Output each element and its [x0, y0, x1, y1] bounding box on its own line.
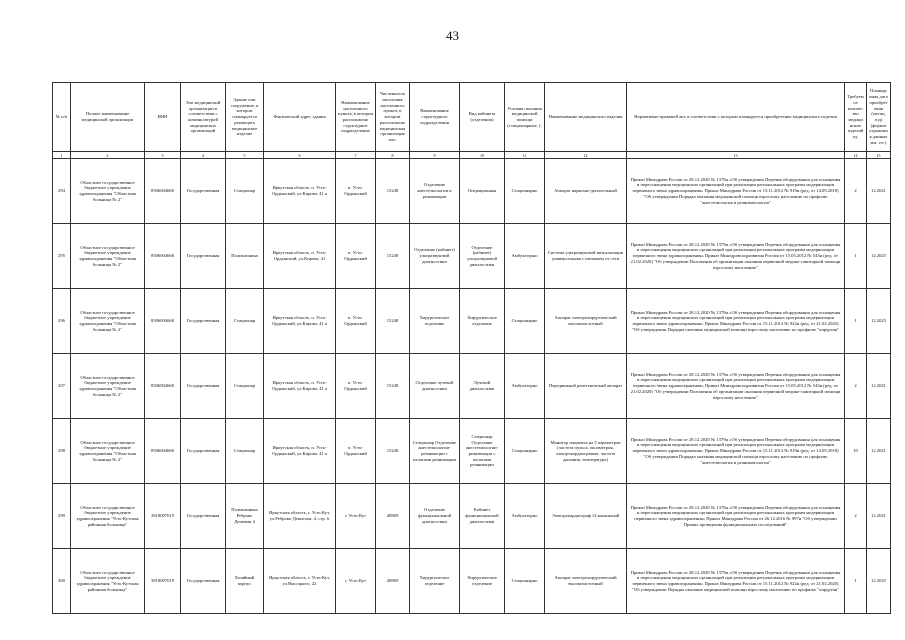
device-name: Монитор пациента на 5 параметров (частота пульса, оксиметрия, электрокардиограмма, частота дыхания, температура) [545, 419, 627, 484]
column-number: 6 [264, 152, 336, 159]
header-cell: Требуемое количество медицинских изделий ед. [845, 83, 867, 152]
locality: п. Усть-Ордынский [336, 354, 376, 419]
address: Иркутская область, п. Усть-Ордынский, ул.Кирова, 41 [264, 224, 336, 289]
building: Стационар [226, 354, 264, 419]
purchase-date: 12.2025 [867, 549, 891, 614]
page-number: 43 [446, 28, 459, 43]
row-number: 299 [53, 484, 71, 549]
header-cell: № п/п [53, 83, 71, 152]
column-number: 13 [627, 152, 845, 159]
device-name: Передвижной рентгеновский аппарат [545, 354, 627, 419]
unit-name: Отделение анестезиологии и реанимации [410, 159, 460, 224]
normative-act: Приказ Минздрава России от 28.12.2020 № 1379н «Об утверждении Перечня оборудования для оснащения и переоснащения медицинских организаций при реализации региональных программ модернизации первичного звена здравоохранения» Приказ Минздрава России от 15.11.2012 № 919н (ред. от 14.09.2018) "Об утверждении Порядка оказания медицинской помощи взрослому населению по профилю "анестезиология и реаниматология" [627, 419, 845, 484]
table-row [53, 484, 891, 549]
header-cell: Условия оказания медицинской помощи (стационарные, ). [505, 83, 545, 152]
population: 40869 [376, 549, 410, 614]
table-row [53, 289, 891, 354]
inn: 8506004660 [145, 224, 181, 289]
column-number: 9 [410, 152, 460, 159]
header-cell: Численность населения населенного пункта, в котором расположено медицинская организация тыс. [376, 83, 410, 152]
row-number: 296 [53, 289, 71, 354]
device-name: Аппарат электрохирургический высокочастотный [545, 289, 627, 354]
header-cell: Фактический адрес здания [264, 83, 336, 152]
column-number: 12 [545, 152, 627, 159]
header-cell: Наименование населенного пункта, в котором расположено структурное подразделение [336, 83, 376, 152]
locality: п. Усть-Ордынский [336, 159, 376, 224]
row-number: 297 [53, 354, 71, 419]
quantity: 2 [845, 354, 867, 419]
header-cell: Полное наименование медицинской организации [71, 83, 145, 152]
column-number: 8 [376, 152, 410, 159]
purchase-date: 12.2021 [867, 159, 891, 224]
care-conditions: Стационарно [505, 419, 545, 484]
quantity: 10 [845, 419, 867, 484]
column-number: 14 [845, 152, 867, 159]
equipment-table [52, 82, 891, 614]
inn: 8506004660 [145, 354, 181, 419]
header-row [53, 83, 891, 152]
normative-act: Приказ Минздрава России от 28.12.2020 № 1379н «Об утверждении Перечня оборудования для оснащения и переоснащения медицинских организаций при реализации региональных программ модернизации первичного звена здравоохранения» Приказ Минздрава России от 15.11.2012 № 919н (ред. от 14.09.2018) "Об утверждении Порядка оказания медицинской помощи взрослому населению по профилю "анестезиология и реаниматология" [627, 159, 845, 224]
building: Хозяйный корпус [226, 549, 264, 614]
row-number: 300 [53, 549, 71, 614]
cabinet-type: Операционная [460, 159, 505, 224]
row-number: 295 [53, 224, 71, 289]
org-name: Областное государственное бюджетное учреждение здравоохранения "Областная больница № 2" [71, 354, 145, 419]
cabinet-type: Кабинет функциональной диагностики [460, 484, 505, 549]
unit-name: Отделение лучевой диагностики [410, 354, 460, 419]
inn: 8506004660 [145, 289, 181, 354]
care-conditions: Амбулаторно [505, 354, 545, 419]
inn: 8506004660 [145, 159, 181, 224]
org-type: Государственная [181, 549, 226, 614]
header-cell: ИНН [145, 83, 181, 152]
purchase-date: 12.2021 [867, 484, 891, 549]
org-name: Областное государственное бюджетное учреждение здравоохранения "Областная больница № 2" [71, 159, 145, 224]
address: Иркутская область, п. Усть-Ордынский, ул.Кирова, 41 а [264, 354, 336, 419]
locality: п. Усть-Ордынский [336, 419, 376, 484]
org-type: Государственная [181, 289, 226, 354]
org-name: Областное государственное бюджетное учреждение здравоохранения "Областная больница № 2" [71, 224, 145, 289]
quantity: 2 [845, 159, 867, 224]
org-type: Государственная [181, 484, 226, 549]
inn: 3818007019 [145, 484, 181, 549]
header-cell: Наименование медицинского изделия [545, 83, 627, 152]
population: 15248 [376, 354, 410, 419]
population: 15248 [376, 419, 410, 484]
building: Стационар [226, 289, 264, 354]
org-type: Государственная [181, 224, 226, 289]
address: Иркутская область, п. Усть-Ордынский, ул.Кирова, 41 а [264, 289, 336, 354]
column-number: 15 [867, 152, 891, 159]
device-name: Электрокардиограф 12-канальный [545, 484, 627, 549]
column-number: 5 [226, 152, 264, 159]
header-cell: Вид кабинета (отделения) [460, 83, 505, 152]
purchase-date: 12.2025 [867, 289, 891, 354]
column-number: 2 [71, 152, 145, 159]
cabinet-type: Хирургическое отделение [460, 549, 505, 614]
quantity: 1 [845, 289, 867, 354]
table-row [53, 354, 891, 419]
building: Поликлиника [226, 224, 264, 289]
quantity: 1 [845, 549, 867, 614]
table-row [53, 224, 891, 289]
column-number-row [53, 152, 891, 159]
unit-name: Хирургическое отделение [410, 289, 460, 354]
org-type: Государственная [181, 354, 226, 419]
device-name: Аппарат наркозно-дыхательный [545, 159, 627, 224]
locality: г. Усть-Кут [336, 549, 376, 614]
column-number: 3 [145, 152, 181, 159]
header-cell: Тип медицинской организации в соответствии с номенклатурой медицинских организаций [181, 83, 226, 152]
care-conditions: Стационарно [505, 549, 545, 614]
quantity: 1 [845, 224, 867, 289]
locality: п. Усть-Ордынский [336, 289, 376, 354]
purchase-date: 12.2021 [867, 419, 891, 484]
address: Иркутская область, п. Усть-Ордынский, ул.Кирова, 41 а [264, 159, 336, 224]
column-number: 1 [53, 152, 71, 159]
building: Стационар [226, 159, 264, 224]
row-number: 298 [53, 419, 71, 484]
normative-act: Приказ Минздрава России от 28.12.2020 № 1379н «Об утверждении Перечня оборудования для оснащения и переоснащения медицинских организаций при реализации региональных программ модернизации первичного звена здравоохранения» Приказ Минздравсоцразвития России от 15.05.2012 № 543н (ред. от 21.02.2020) "Об утверждении Положения об организации оказания первичной медико-санитарной помощи взрослому населению" [627, 224, 845, 289]
care-conditions: Амбулаторно [505, 224, 545, 289]
care-conditions: Амбулаторно [505, 484, 545, 549]
population: 15248 [376, 289, 410, 354]
population: 15248 [376, 224, 410, 289]
unit-name: Отделение функциональной диагностики [410, 484, 460, 549]
address: Иркутская область, п. Усть-Ордынский, ул.Кирова, 41 а [264, 419, 336, 484]
column-number: 4 [181, 152, 226, 159]
org-name: Областное государственное бюджетное учреждение здравоохранения "Областная больница № 2" [71, 289, 145, 354]
cabinet-type: Стационар Отделение анестезиологии-реанимации с палатами реанимации [460, 419, 505, 484]
building: Поликлиника Реброво Дешевая 4 [226, 484, 264, 549]
header-cell: Нормативно-правовой акт, в соответствии с которым планируется приобретение медицинского изделия [627, 83, 845, 152]
address: Иркутская область, г. Усть-Кут, ул.Реброво-Денисова, 4, стр. 6 [264, 484, 336, 549]
row-number: 294 [53, 159, 71, 224]
device-name: Аппарат электрохирургический высокочастотный [545, 549, 627, 614]
purchase-date: 12.2025 [867, 224, 891, 289]
column-number: 10 [460, 152, 505, 159]
inn: 3818007019 [145, 549, 181, 614]
locality: п. Усть-Ордынский [336, 224, 376, 289]
address: Иркутская область, г. Усть-Кут, ул.Высоцкого, 22 [264, 549, 336, 614]
care-conditions: Стационарно [505, 159, 545, 224]
header-cell: Здание или сооружение, в котором планируется размещать медицинское изделие [226, 83, 264, 152]
org-name: Областное государственное бюджетное учреждение здравоохранения "Усть-Кутская районная больница" [71, 549, 145, 614]
table-row [53, 159, 891, 224]
org-type: Государственная [181, 419, 226, 484]
org-name: Областное государственное бюджетное учреждение здравоохранения "Усть-Кутская районная больница" [71, 484, 145, 549]
column-number: 7 [336, 152, 376, 159]
building: Стационар [226, 419, 264, 484]
purchase-date: 12.2021 [867, 354, 891, 419]
quantity: 2 [845, 484, 867, 549]
population: 40869 [376, 484, 410, 549]
inn: 8506004660 [145, 419, 181, 484]
org-type: Государственная [181, 159, 226, 224]
unit-name: Отделение (кабинет) ультразвуковой диагностики [410, 224, 460, 289]
column-number: 11 [505, 152, 545, 159]
header-cell: Планируемая дата приобретения (месяц, год) (формат отражения данных мм. ггг.) [867, 83, 891, 152]
population: 15248 [376, 159, 410, 224]
normative-act: Приказ Минздрава России от 28.12.2020 № 1379н «Об утверждении Перечня оборудования для оснащения и переоснащения медицинских организаций при реализации региональных программ модернизации первичного звена здравоохранения» Приказ Минздрава России от 26.12.2016 № 997н "Об утверждении Правил проведения функциональных исследований" [627, 484, 845, 549]
normative-act: Приказ Минздрава России от 28.12.2020 № 1379н «Об утверждении Перечня оборудования для оснащения и переоснащения медицинских организаций при реализации региональных программ модернизации первичного звена здравоохранения» Приказ Минздрава России от 15.11.2012 № 922н (ред. от 21.02.2020) "Об утверждении Порядка оказания медицинской помощи взрослому населению по профилю "хирургия" [627, 289, 845, 354]
locality: г. Усть-Кут [336, 484, 376, 549]
normative-act: Приказ Минздрава России от 28.12.2020 № 1379н «Об утверждении Перечня оборудования для оснащения и переоснащения медицинских организаций при реализации региональных программ модернизации первичного звена здравоохранения» Приказ Минздравсоцразвития России от 15.05.2012 № 543н (ред. от 21.02.2020) "Об утверждении Положения об организации оказания первичной медико-санитарной помощи взрослому населению" [627, 354, 845, 419]
cabinet-type: Хирургическое отделение [460, 289, 505, 354]
normative-act: Приказ Минздрава России от 28.12.2020 № 1379н «Об утверждении Перечня оборудования для оснащения и переоснащения медицинских организаций при реализации региональных программ модернизации первичного звена здравоохранения» Приказ Минздрава России от 15.11.2012 № 922н (ред. от 21.02.2020) "Об утверждении Порядка оказания медицинской помощи взрослому населению по профилю "хирургия" [627, 549, 845, 614]
header-cell: Наименование структурного подразделения [410, 83, 460, 152]
unit-name: Хирургическое отделение [410, 549, 460, 614]
table-row [53, 419, 891, 484]
table-row [53, 549, 891, 614]
unit-name: Стационар Отделение анестезиологии-реанимации с палатами реанимации [410, 419, 460, 484]
org-name: Областное государственное бюджетное учреждение здравоохранения "Областная больница № 2" [71, 419, 145, 484]
cabinet-type: Лучевой диагностики [460, 354, 505, 419]
device-name: Система ультразвуковой визуализации универсальная с питанием от сети [545, 224, 627, 289]
cabinet-type: Отделение (кабинет) ультразвуковой диагностики [460, 224, 505, 289]
care-conditions: Стационарно [505, 289, 545, 354]
